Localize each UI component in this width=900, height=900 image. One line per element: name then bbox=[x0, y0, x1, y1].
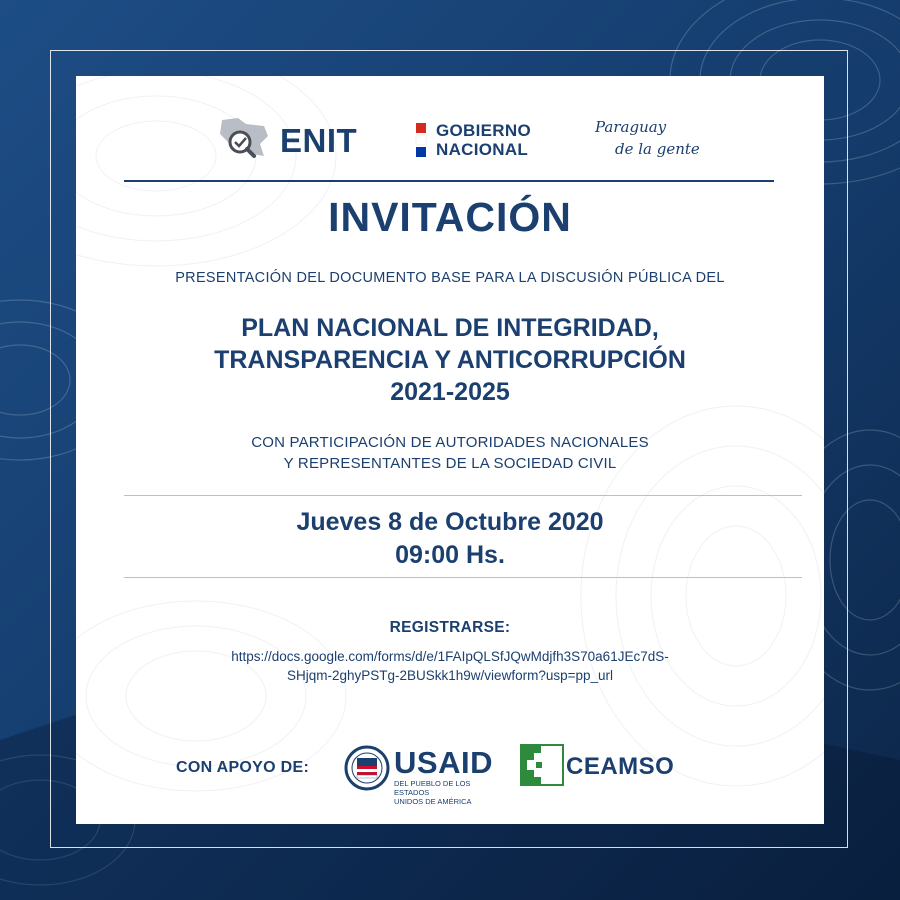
gobierno-nacional-logo bbox=[414, 121, 564, 161]
event-time: 09:00 Hs. bbox=[395, 541, 505, 569]
usaid-sub-line2: UNIDOS DE AMÉRICA bbox=[394, 797, 472, 806]
usaid-subtitle bbox=[394, 779, 504, 806]
registration-label: REGISTRARSE: bbox=[389, 619, 511, 636]
usaid-seal-icon bbox=[344, 745, 390, 791]
date-divider-bottom bbox=[124, 577, 802, 578]
header-divider bbox=[124, 180, 774, 182]
plan-line2: TRANSPARENCIA Y ANTICORRUPCIÓN bbox=[214, 346, 686, 374]
paraguay-map-magnifier-icon bbox=[216, 114, 276, 162]
registration-url-line1[interactable]: https://docs.google.com/forms/d/e/1FAIpQLSfJQwMdjfh3S70a61JEc7dS- bbox=[231, 649, 669, 664]
usaid-sub-line1: DEL PUEBLO DE LOS ESTADOS bbox=[394, 779, 471, 797]
event-datetime bbox=[76, 506, 824, 572]
ceamso-cross-icon bbox=[520, 744, 564, 786]
invitation-title: INVITACIÓN bbox=[328, 194, 572, 240]
paraguay-line2: de la gente bbox=[615, 140, 700, 158]
invitation-card bbox=[76, 76, 824, 824]
paraguay-flag-icon bbox=[414, 123, 428, 157]
gobierno-line1: GOBIERNO bbox=[436, 121, 531, 140]
date-divider-top bbox=[124, 495, 802, 496]
plan-line3: 2021-2025 bbox=[390, 378, 510, 406]
event-date: Jueves 8 de Octubre 2020 bbox=[296, 508, 604, 536]
registration-link[interactable] bbox=[76, 647, 824, 685]
plan-line1: PLAN NACIONAL DE INTEGRIDAD, bbox=[241, 314, 659, 342]
ceamso-name: CEAMSO bbox=[566, 753, 675, 780]
gobierno-nacional-label bbox=[436, 121, 531, 159]
enit-label: ENIT bbox=[280, 122, 358, 159]
paraguay-de-la-gente-logo bbox=[591, 114, 701, 170]
participation-text bbox=[76, 432, 824, 474]
ceamso-logo bbox=[520, 744, 685, 786]
gobierno-line2: NACIONAL bbox=[436, 140, 529, 159]
participation-line1: CON PARTICIPACIÓN DE AUTORIDADES NACIONALES bbox=[251, 434, 649, 451]
participation-line2: Y REPRESENTANTES DE LA SOCIEDAD CIVIL bbox=[283, 455, 617, 472]
enit-logo bbox=[216, 114, 366, 164]
plan-title bbox=[76, 312, 824, 408]
registration-url-line2[interactable]: SHjqm-2ghyPSTg-2BUSkk1h9w/viewform?usp=pp_url bbox=[286, 668, 614, 683]
invitation-subtitle: PRESENTACIÓN DEL DOCUMENTO BASE PARA LA DISCUSIÓN PÚBLICA DEL bbox=[175, 270, 725, 286]
usaid-logo bbox=[344, 741, 504, 806]
paraguay-line1: Paraguay bbox=[595, 118, 667, 136]
support-label: CON APOYO DE: bbox=[176, 759, 310, 776]
usaid-name: USAID bbox=[394, 745, 493, 780]
